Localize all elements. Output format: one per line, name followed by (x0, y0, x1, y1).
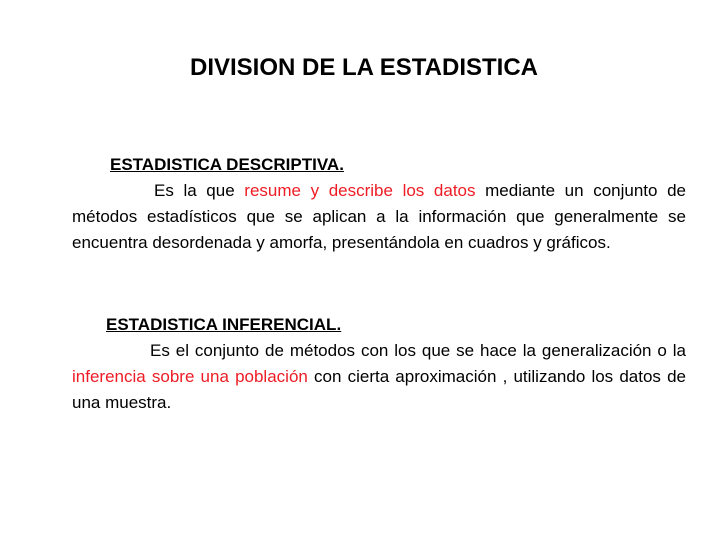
highlighted-phrase: inferencia sobre una población (72, 367, 308, 386)
section-paragraph (72, 338, 686, 416)
section-paragraph (72, 178, 686, 256)
paragraph-text: mediante un conjunto de métodos estadísticos que se aplican a la información que generalmente se encuentra desordenada y amorfa, presentándola en cuadros y gráficos. (72, 181, 687, 252)
section-heading: ESTADISTICA DESCRIPTIVA. (110, 155, 344, 174)
paragraph-text: con cierta aproximación , utilizando los datos de una muestra. (72, 367, 686, 412)
highlighted-phrase: resume y describe los datos (244, 181, 476, 200)
section-inferencial (72, 312, 686, 416)
paragraph-text: Es el conjunto de métodos con los que se hace la generalización o la (150, 341, 686, 360)
slide-title: DIVISION DE LA ESTADISTICA (189, 54, 539, 81)
section-heading: ESTADISTICA INFERENCIAL. (106, 315, 342, 334)
section-descriptiva (72, 152, 686, 256)
paragraph-text: Es la que (154, 181, 245, 200)
